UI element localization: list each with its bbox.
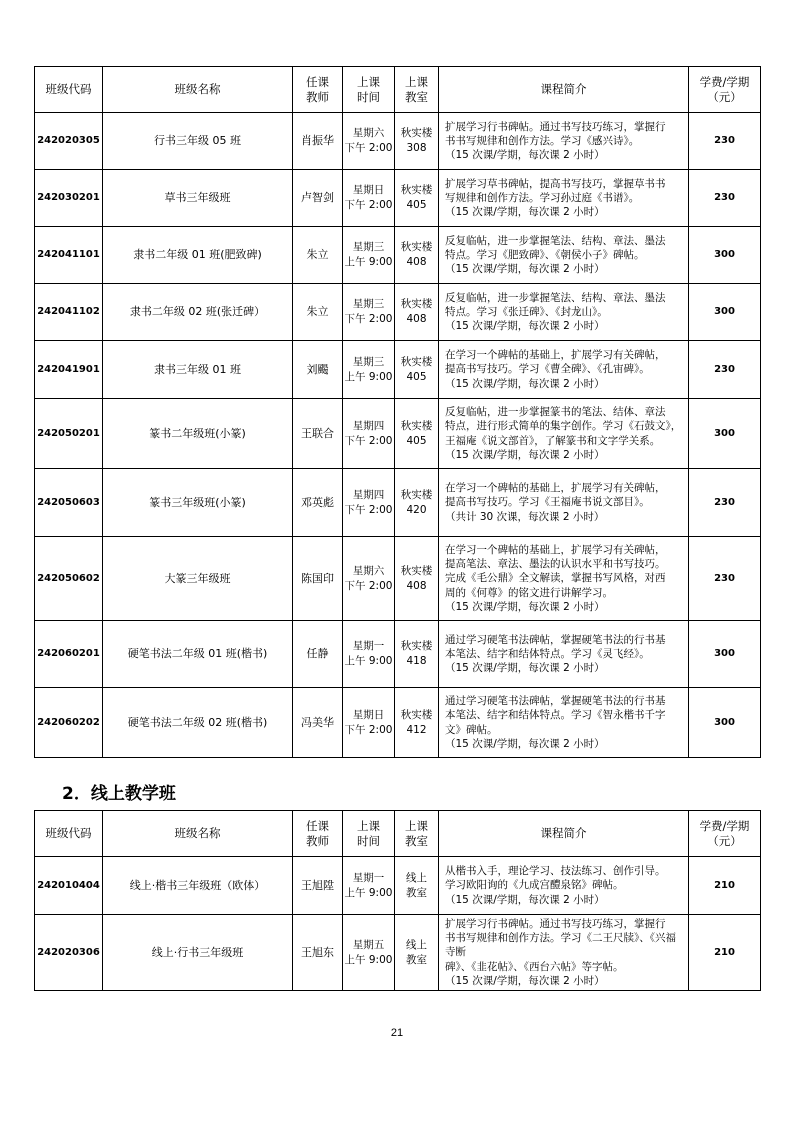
cell-room: 线上 教室 — [395, 915, 439, 991]
cell-time: 星期四 下午 2:00 — [343, 469, 395, 537]
header-code: 班级代码 — [35, 67, 103, 113]
cell-teacher: 王旭陞 — [293, 857, 343, 915]
cell-name: 草书三年级班 — [103, 170, 293, 227]
cell-desc: 扩展学习草书碑帖，提高书写技巧，掌握草书书 写规律和创作方法。学习孙过庭《书谱》。 （15 次课/学期，每次课 2 小时） — [439, 170, 689, 227]
cell-desc: 扩展学习行书碑帖。通过书写技巧练习，掌握行 书书写规律和创作方法。学习《感兴诗》。 （15 次课/学期，每次课 2 小时） — [439, 113, 689, 170]
header-teacher: 任课 教师 — [293, 67, 343, 113]
cell-teacher: 王联合 — [293, 399, 343, 469]
table-row — [35, 341, 761, 399]
cell-teacher: 刘颺 — [293, 341, 343, 399]
table-header-row — [35, 811, 761, 857]
header-desc: 课程简介 — [439, 67, 689, 113]
cell-fee: 230 — [689, 341, 761, 399]
header-name: 班级名称 — [103, 67, 293, 113]
cell-time: 星期五 上午 9:00 — [343, 915, 395, 991]
header-name: 班级名称 — [103, 811, 293, 857]
cell-time: 星期六 下午 2:00 — [343, 113, 395, 170]
cell-name: 硬笔书法二年级 02 班(楷书) — [103, 688, 293, 758]
cell-teacher: 朱立 — [293, 284, 343, 341]
cell-desc: 通过学习硬笔书法碑帖，掌握硬笔书法的行书基 本笔法、结字和结体特点。学习《灵飞经》。 （15 次课/学期，每次课 2 小时） — [439, 621, 689, 688]
table-row — [35, 915, 761, 991]
cell-teacher: 王旭东 — [293, 915, 343, 991]
cell-fee: 300 — [689, 399, 761, 469]
cell-fee: 300 — [689, 284, 761, 341]
cell-teacher: 卢智剑 — [293, 170, 343, 227]
cell-name: 篆书二年级班(小篆) — [103, 399, 293, 469]
cell-name: 硬笔书法二年级 01 班(楷书) — [103, 621, 293, 688]
header-time: 上课 时间 — [343, 811, 395, 857]
section-title-online: 2．线上教学班 — [62, 784, 176, 804]
cell-name: 线上·行书三年级班 — [103, 915, 293, 991]
cell-name: 大篆三年级班 — [103, 537, 293, 621]
cell-teacher: 肖振华 — [293, 113, 343, 170]
header-code: 班级代码 — [35, 811, 103, 857]
cell-room: 秋实楼 405 — [395, 170, 439, 227]
cell-fee: 230 — [689, 537, 761, 621]
cell-name: 隶书三年级 01 班 — [103, 341, 293, 399]
cell-desc: 从楷书入手，理论学习、技法练习、创作引导。 学习欧阳询的《九成宫醴泉铭》碑帖。 （15 次课/学期，每次课 2 小时） — [439, 857, 689, 915]
cell-code: 242020306 — [35, 915, 103, 991]
cell-fee: 230 — [689, 469, 761, 537]
schedule-table-offline — [34, 66, 761, 758]
cell-desc: 在学习一个碑帖的基础上，扩展学习有关碑帖， 提高书写技巧。学习《曹全碑》、《孔宙碑》。 （15 次课/学期，每次课 2 小时） — [439, 341, 689, 399]
cell-time: 星期三 下午 2:00 — [343, 284, 395, 341]
cell-teacher: 朱立 — [293, 227, 343, 284]
cell-room: 秋实楼 405 — [395, 341, 439, 399]
cell-desc: 反复临帖，进一步掌握篆书的笔法、结体、章法 特点，进行形式简单的集字创作。学习《石鼓文》， 王福庵《说文部首》，了解篆书和文字学关系。 （15 次课/学期，每次课 2 小时） — [439, 399, 689, 469]
table-row — [35, 227, 761, 284]
cell-time: 星期一 上午 9:00 — [343, 857, 395, 915]
cell-name: 隶书二年级 01 班(肥致碑) — [103, 227, 293, 284]
cell-room: 秋实楼 405 — [395, 399, 439, 469]
cell-room: 线上 教室 — [395, 857, 439, 915]
table-row — [35, 113, 761, 170]
cell-fee: 210 — [689, 915, 761, 991]
table-row — [35, 621, 761, 688]
cell-desc: 扩展学习行书碑帖。通过书写技巧练习，掌握行 书书写规律和创作方法。学习《二王尺牍》、《兴福寺断 碑》、《韭花帖》、《西台六帖》等字帖。 （15 次课/学期，每次课 2 小时） — [439, 915, 689, 991]
cell-time: 星期日 下午 2:00 — [343, 170, 395, 227]
cell-time: 星期三 上午 9:00 — [343, 227, 395, 284]
cell-room: 秋实楼 308 — [395, 113, 439, 170]
cell-room: 秋实楼 420 — [395, 469, 439, 537]
cell-code: 242030201 — [35, 170, 103, 227]
cell-desc: 在学习一个碑帖的基础上，扩展学习有关碑帖， 提高书写技巧。学习《王福庵书说文部目》。 （共计 30 次课，每次课 2 小时） — [439, 469, 689, 537]
cell-time: 星期六 下午 2:00 — [343, 537, 395, 621]
header-room: 上课 教室 — [395, 67, 439, 113]
cell-time: 星期四 下午 2:00 — [343, 399, 395, 469]
table-row — [35, 469, 761, 537]
cell-name: 隶书二年级 02 班(张迁碑） — [103, 284, 293, 341]
table-header-row — [35, 67, 761, 113]
cell-code: 242041102 — [35, 284, 103, 341]
page-number: 21 — [390, 1027, 404, 1039]
header-desc: 课程简介 — [439, 811, 689, 857]
cell-teacher: 陈国印 — [293, 537, 343, 621]
header-fee: 学费/学期 （元） — [689, 811, 761, 857]
table-row — [35, 170, 761, 227]
cell-time: 星期日 下午 2:00 — [343, 688, 395, 758]
header-room: 上课 教室 — [395, 811, 439, 857]
cell-room: 秋实楼 408 — [395, 537, 439, 621]
cell-fee: 300 — [689, 227, 761, 284]
cell-code: 242050603 — [35, 469, 103, 537]
table-row — [35, 688, 761, 758]
table-row — [35, 537, 761, 621]
table-row — [35, 399, 761, 469]
cell-teacher: 任静 — [293, 621, 343, 688]
cell-code: 242060202 — [35, 688, 103, 758]
cell-name: 篆书三年级班(小篆) — [103, 469, 293, 537]
cell-code: 242010404 — [35, 857, 103, 915]
cell-code: 242060201 — [35, 621, 103, 688]
cell-fee: 230 — [689, 113, 761, 170]
cell-teacher: 邓英彪 — [293, 469, 343, 537]
cell-room: 秋实楼 408 — [395, 227, 439, 284]
cell-code: 242050201 — [35, 399, 103, 469]
cell-code: 242050602 — [35, 537, 103, 621]
header-time: 上课 时间 — [343, 67, 395, 113]
cell-desc: 在学习一个碑帖的基础上，扩展学习有关碑帖， 提高笔法、章法、墨法的认识水平和书写技巧。 完成《毛公鼎》全文解读，掌握书写风格，对西 周的《何尊》的铭文进行讲解学习。 （15 次课/学期，每次课 2 小时） — [439, 537, 689, 621]
cell-code: 242041101 — [35, 227, 103, 284]
header-teacher: 任课 教师 — [293, 811, 343, 857]
cell-room: 秋实楼 408 — [395, 284, 439, 341]
cell-teacher: 冯美华 — [293, 688, 343, 758]
header-fee: 学费/学期 （元） — [689, 67, 761, 113]
cell-fee: 210 — [689, 857, 761, 915]
cell-code: 242020305 — [35, 113, 103, 170]
cell-desc: 反复临帖，进一步掌握笔法、结构、章法、墨法 特点。学习《张迁碑》、《封龙山》。 （15 次课/学期，每次课 2 小时） — [439, 284, 689, 341]
cell-desc: 反复临帖，进一步掌握笔法、结构、章法、墨法 特点。学习《肥致碑》、《朝侯小子》碑帖。 （15 次课/学期，每次课 2 小时） — [439, 227, 689, 284]
table-row — [35, 284, 761, 341]
cell-code: 242041901 — [35, 341, 103, 399]
cell-room: 秋实楼 412 — [395, 688, 439, 758]
cell-fee: 230 — [689, 170, 761, 227]
cell-name: 线上·楷书三年级班（欧体） — [103, 857, 293, 915]
cell-name: 行书三年级 05 班 — [103, 113, 293, 170]
cell-desc: 通过学习硬笔书法碑帖，掌握硬笔书法的行书基 本笔法、结字和结体特点。学习《智永楷书千字 文》碑帖。 （15 次课/学期，每次课 2 小时） — [439, 688, 689, 758]
cell-fee: 300 — [689, 621, 761, 688]
cell-room: 秋实楼 418 — [395, 621, 439, 688]
cell-fee: 300 — [689, 688, 761, 758]
cell-time: 星期一 上午 9:00 — [343, 621, 395, 688]
table-row — [35, 857, 761, 915]
cell-time: 星期三 上午 9:00 — [343, 341, 395, 399]
schedule-table-online — [34, 810, 761, 991]
